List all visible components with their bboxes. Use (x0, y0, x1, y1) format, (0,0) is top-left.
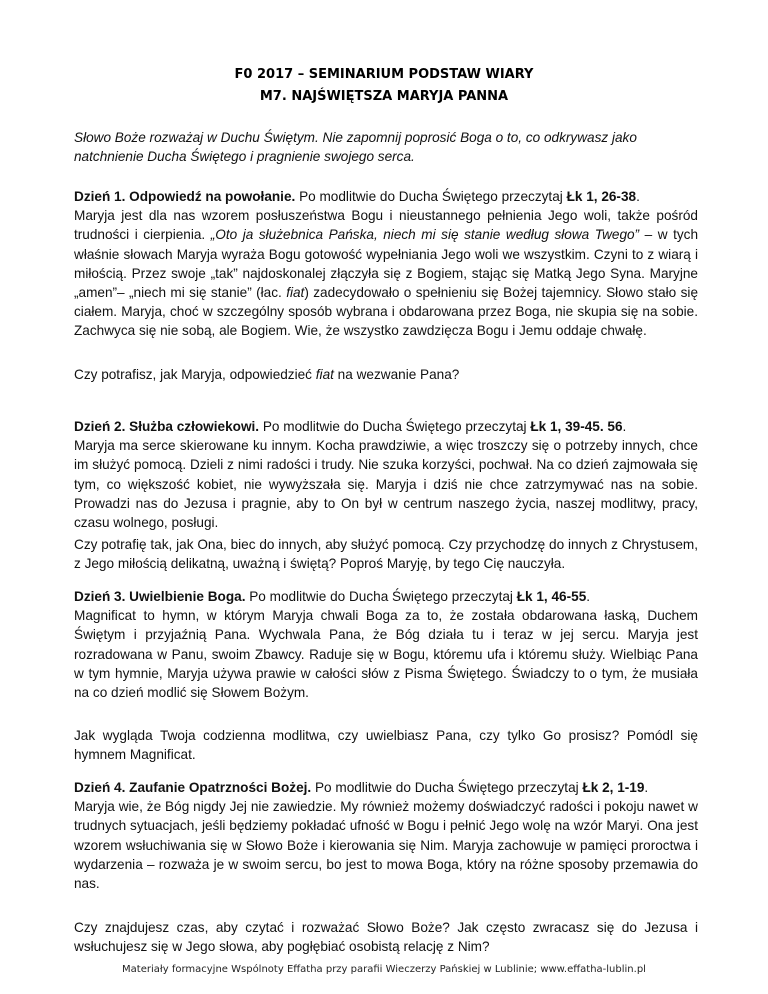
day-3-section (74, 587, 698, 702)
page-footer: Materiały formacyjne Wspólnoty Effatha przy parafii Wieczerzy Pańskiej w Lublinie; www.effatha-lublin.pl (122, 964, 646, 975)
day-1-latin: fiat (286, 285, 305, 301)
intro-paragraph: Słowo Boże rozważaj w Duchu Świętym. Nie zapomnij poprosić Boga o to, co odkrywasz jako natchnienie Ducha Świętego i pragnienie swojego serca. (74, 130, 637, 165)
document-subtitle: M7. NAJŚWIĘTSZA MARYJA PANNA (259, 89, 509, 104)
day-1-question-latin: fiat (315, 367, 334, 382)
day-1-question (74, 365, 698, 384)
day-4-ref-end: . (644, 780, 649, 795)
day-1-body-c: ) zadecydowało o spełnieniu się Bożej tajemnicy. Słowo stało się ciałem. Maryja, choć w szczególny sposób wybrana i obdarowana przez Boga, nie skupia się na sobie. Zachwyca się nie sobą, ale Bogiem. Wie, że wszystko zawdzięcza Bogu i Jemu oddaje chwałę. (74, 285, 699, 339)
day-3-title: Dzień 3. Uwielbienie Boga. (74, 589, 246, 604)
day-1-section (74, 187, 698, 341)
day-4-instruction: Po modlitwie do Ducha Świętego przeczytaj (311, 780, 583, 795)
day-1-title: Dzień 1. Odpowiedź na powołanie. (74, 189, 296, 204)
day-4-body: Maryja wie, że Bóg nigdy Jej nie zawiedzie. My również możemy doświadczyć radości i pokoju nawet w trudnych sytuacjach, jeśli będziemy pokładać ufność w Bogu i pełnić Jego wolę na wzór Maryi. Ona jest wzorem wsłuchiwania się w Słowo Boże i kierowania się Nim. Maryja zachowuje w pamięci proroctwa i wydarzenia – rozważa je w swoim sercu, bo jest to mowa Boga, który na różne sposoby przemawia do nas. (74, 799, 698, 892)
day-4-title: Dzień 4. Zaufanie Opatrzności Bożej. (74, 780, 312, 795)
day-4-reference: Łk 2, 1-19 (582, 780, 645, 795)
day-3-instruction: Po modlitwie do Ducha Świętego przeczytaj (245, 589, 517, 604)
day-1-body-a: Maryja jest dla nas wzorem posłuszeństwa Bogu i nieustannego pełnienia Jego woli, także pośród trudności i cierpienia. (74, 208, 698, 243)
day-2-section (74, 417, 698, 532)
day-4-section (74, 778, 698, 893)
day-2-question: Czy potrafię tak, jak Ona, biec do innych, aby służyć pomocą. Czy przychodzę do innych z Chrystusem, z Jego miłością delikatną, uważną i świętą? Poproś Maryję, by tego Cię nauczyła. (74, 537, 698, 572)
day-3-ref-end: . (586, 589, 591, 604)
day-2-body: Maryja ma serce skierowane ku innym. Kocha prawdziwie, a więc troszczy się o potrzeby innych, chce im służyć pomocą. Dzieli z nimi radości i trudy. Nie szuka korzyści, pochwał. Na co dzień zajmowała się tym, co większość kobiet, nie wywyższała się. Maryja i dziś nie chce zatrzymywać nas na sobie. Prowadzi nas do Jezusa i pragnie, aby to On był w centrum naszego życia, naszej modlitwy, pracy, czasu wolnego, posługi. (74, 438, 698, 531)
day-2-instruction: Po modlitwie do Ducha Świętego przeczytaj (259, 419, 531, 434)
day-3-reference: Łk 1, 46-55 (516, 589, 587, 604)
day-3-question: Jak wygląda Twoja codzienna modlitwa, czy uwielbiasz Pana, czy tylko Go prosisz? Pomódl się hymnem Magnificat. (74, 728, 698, 763)
day-1-question-a: Czy potrafisz, jak Maryja, odpowiedzieć (74, 367, 316, 382)
day-1-instruction: Po modlitwie do Ducha Świętego przeczytaj (295, 189, 567, 204)
day-1-reference: Łk 1, 26-38 (566, 189, 637, 204)
day-3-body: Magnificat to hymn, w którym Maryja chwali Boga za to, że została obdarowana łaską, Duchem Świętym i przyjaźnią Pana. Wychwala Pana, że Bóg działa tu i teraz w jej sercu. Maryja jest rozradowana w Panu, swoim Zbawcy. Raduje się w Bogu, któremu ufa i któremu służy. Wielbiąc Pana w tym hymnie, Maryja używa prawie w całości słów z Pisma Świętego. Świadczy to o tym, że musiała na co dzień modlić się Słowem Bożym. (74, 608, 698, 701)
day-1-body-b: – w tych właśnie słowach Maryja wyraża Bogu gotowość wypełniania Jego woli we wszystkim. Czyni to z wiarą i miłością. Przez swoje „tak” najdoskonalej złączyła się z Bogiem, stając się Matką Jego Syna. Maryjne „amen”– „niech mi się stanie” (łac. (74, 227, 698, 301)
day-2-title: Dzień 2. Służba człowiekowi. (74, 419, 260, 434)
day-2-reference: Łk 1, 39-45. 56 (530, 419, 623, 434)
day-4-question: Czy znajdujesz czas, aby czytać i rozważać Słowo Boże? Jak często zwracasz się do Jezusa i wsłuchujesz się w Jego słowa, aby pogłębiać osobistą relację z Nim? (74, 920, 698, 955)
day-1-ref-end: . (636, 189, 640, 204)
day-1-quote: „Oto ja służebnica Pańska, niech mi się stanie według słowa Twego” (210, 227, 640, 243)
day-1-question-b: na wezwanie Pana? (333, 367, 460, 382)
day-2-ref-end: . (622, 419, 627, 434)
document-title: F0 2017 – SEMINARIUM PODSTAW WIARY (234, 67, 534, 82)
